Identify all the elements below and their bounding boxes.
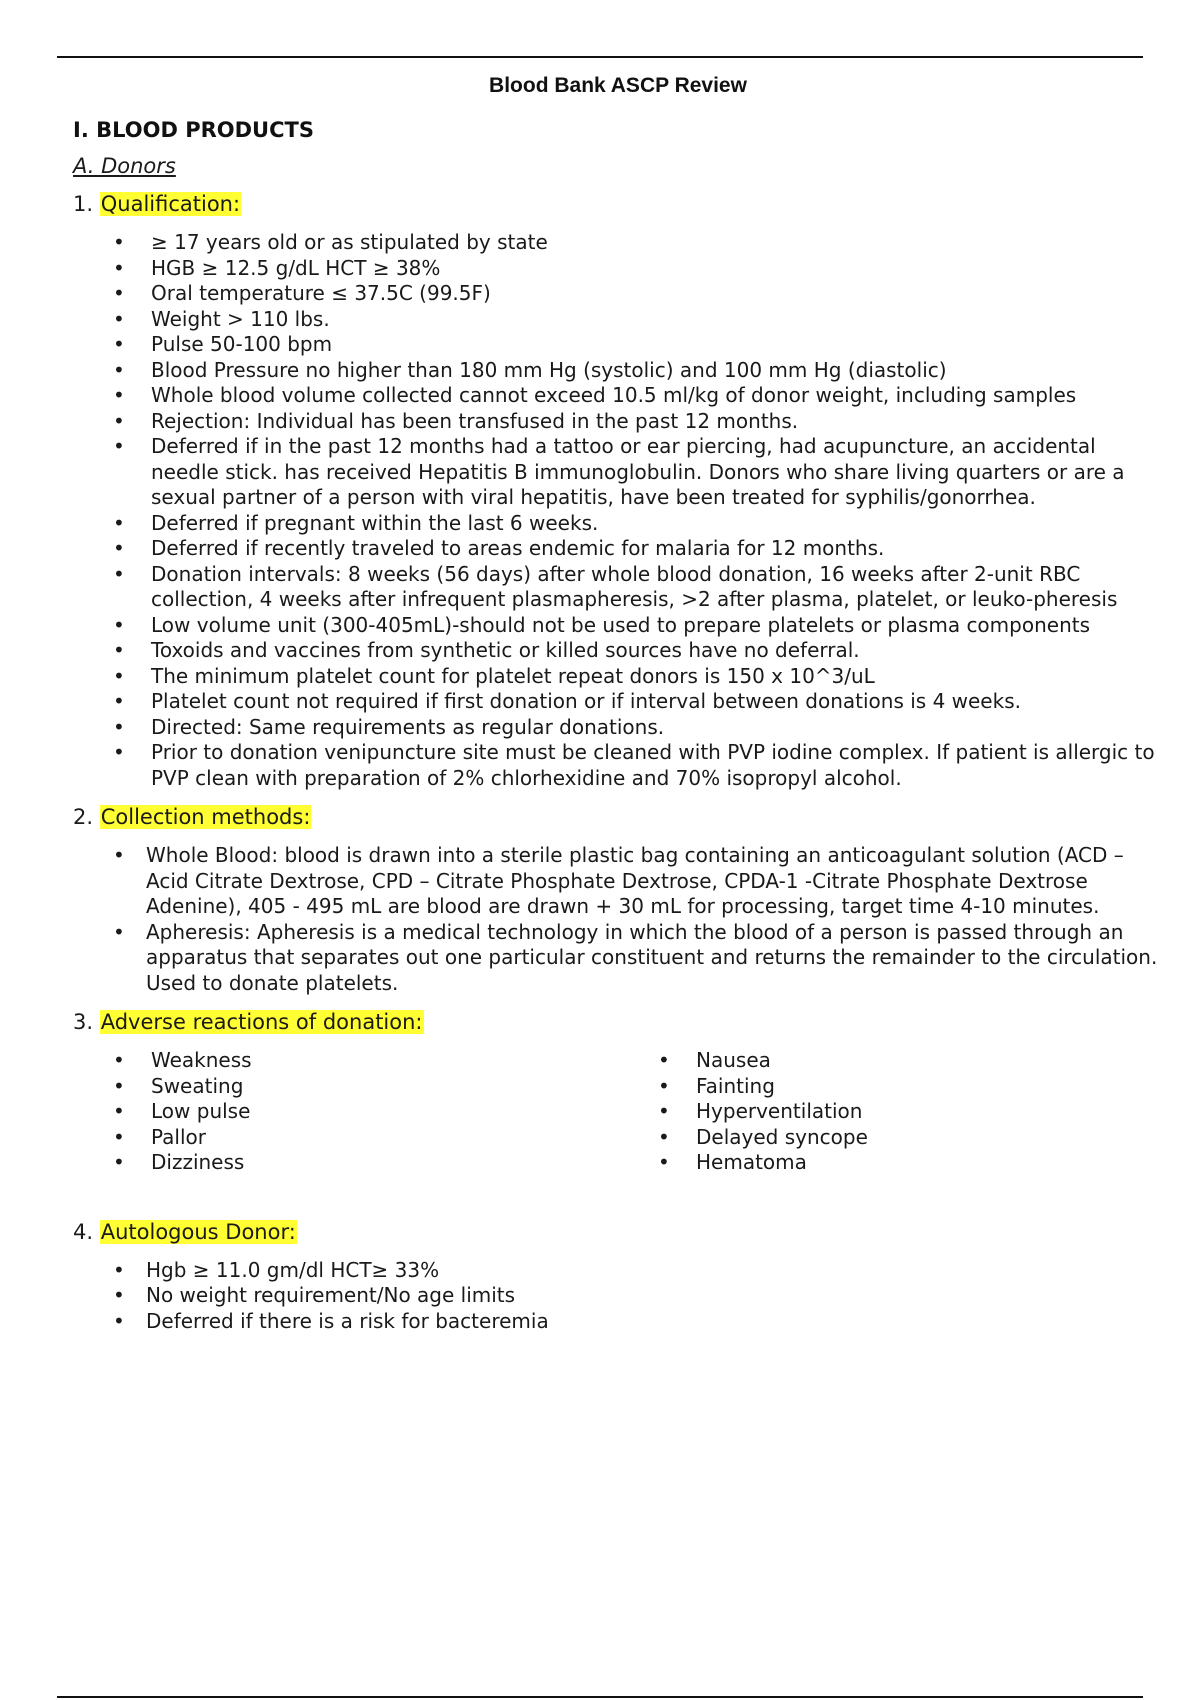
list-item: • No weight requirement/No age limits (73, 1283, 1163, 1309)
top-rule (57, 56, 1143, 58)
heading-number: 3. (73, 1010, 94, 1034)
heading-number: 1. (73, 192, 94, 216)
list-item: • The minimum platelet count for platelet repeat donors is 150 x 10^3/uL (73, 664, 1163, 690)
list-item: • Whole Blood: blood is drawn into a sterile plastic bag containing an anticoagulant solution (ACD – Acid Citrate Dextrose, CPD – Citrate Phosphate Dextrose, CPDA-1 -Citrate Phosphate Dextrose Adenine), 405 - 495 mL are blood are drawn + 30 mL for processing, target time 4-10 minutes. (73, 843, 1163, 920)
subsection-title: A. Donors (73, 154, 176, 178)
list-item: • Deferred if pregnant within the last 6 weeks. (73, 511, 1163, 537)
heading-label: Adverse reactions of donation: (100, 1010, 423, 1034)
heading-label: Qualification: (100, 192, 241, 216)
heading-label: Collection methods: (100, 805, 311, 829)
list-item: • Platelet count not required if first donation or if interval between donations is 4 weeks. (73, 689, 1163, 715)
list-item: • Hyperventilation (618, 1099, 1163, 1125)
document-title: Blood Bank ASCP Review (489, 74, 747, 97)
list-item: • Prior to donation venipuncture site must be cleaned with PVP iodine complex. If patient is allergic to PVP clean with preparation of 2% chlorhexidine and 70% isopropyl alcohol. (73, 740, 1163, 791)
list-item: • Donation intervals: 8 weeks (56 days) after whole blood donation, 16 weeks after 2-unit RBC collection, 4 weeks after infrequent plasmapheresis, >2 after plasma, platelet, or leuko-pheresis (73, 562, 1163, 613)
list-item: • Directed: Same requirements as regular donations. (73, 715, 1163, 741)
list-item: • ≥ 17 years old or as stipulated by state (73, 230, 1163, 256)
list-item: • Pallor (73, 1125, 618, 1151)
adverse-reactions-left (73, 1048, 618, 1176)
list-item: • Low pulse (73, 1099, 618, 1125)
spacer (73, 1176, 1163, 1220)
list-item: • Delayed syncope (618, 1125, 1163, 1151)
list-item: • HGB ≥ 12.5 g/dL HCT ≥ 38% (73, 256, 1163, 282)
list-item: • Whole blood volume collected cannot exceed 10.5 ml/kg of donor weight, including samples (73, 383, 1163, 409)
autologous-list (73, 1258, 1163, 1335)
list-item: • Rejection: Individual has been transfused in the past 12 months. (73, 409, 1163, 435)
adverse-reactions-right (618, 1048, 1163, 1176)
heading-adverse-reactions (73, 1010, 1163, 1034)
document-body (73, 118, 1163, 1334)
bottom-rule (57, 1696, 1143, 1698)
adverse-reactions-columns (73, 1048, 1163, 1176)
heading-label: Autologous Donor: (100, 1219, 296, 1244)
list-item: • Hematoma (618, 1150, 1163, 1176)
list-item: • Sweating (73, 1074, 618, 1100)
list-item: • Toxoids and vaccines from synthetic or killed sources have no deferral. (73, 638, 1163, 664)
list-item: • Nausea (618, 1048, 1163, 1074)
list-item: • Deferred if recently traveled to areas endemic for malaria for 12 months. (73, 536, 1163, 562)
heading-qualification (73, 192, 1163, 216)
list-item: • Oral temperature ≤ 37.5C (99.5F) (73, 281, 1163, 307)
list-item: • Low volume unit (300-405mL)-should not be used to prepare platelets or plasma components (73, 613, 1163, 639)
list-item: • Weakness (73, 1048, 618, 1074)
list-item: • Apheresis: Apheresis is a medical technology in which the blood of a person is passed through an apparatus that separates out one particular constituent and returns the remainder to the circulation. Used to donate platelets. (73, 920, 1163, 997)
list-item: • Weight > 110 lbs. (73, 307, 1163, 333)
qualification-list (73, 230, 1163, 791)
heading-number: 4. (73, 1219, 94, 1244)
heading-autologous-donor (73, 1220, 1163, 1244)
list-item: • Fainting (618, 1074, 1163, 1100)
list-item: • Blood Pressure no higher than 180 mm Hg (systolic) and 100 mm Hg (diastolic) (73, 358, 1163, 384)
heading-number: 2. (73, 805, 94, 829)
list-item: • Hgb ≥ 11.0 gm/dl HCT≥ 33% (73, 1258, 1163, 1284)
list-item: • Deferred if there is a risk for bacteremia (73, 1309, 1163, 1335)
list-item: • Dizziness (73, 1150, 618, 1176)
heading-collection-methods (73, 805, 1163, 829)
collection-methods-list (73, 843, 1163, 996)
section-title: I. BLOOD PRODUCTS (73, 118, 314, 142)
list-item: • Pulse 50-100 bpm (73, 332, 1163, 358)
list-item: • Deferred if in the past 12 months had a tattoo or ear piercing, had acupuncture, an accidental needle stick. has received Hepatitis B immunoglobulin. Donors who share living quarters or are a sexual partner of a person with viral hepatitis, have been treated for syphilis/gonorrhea. (73, 434, 1163, 511)
